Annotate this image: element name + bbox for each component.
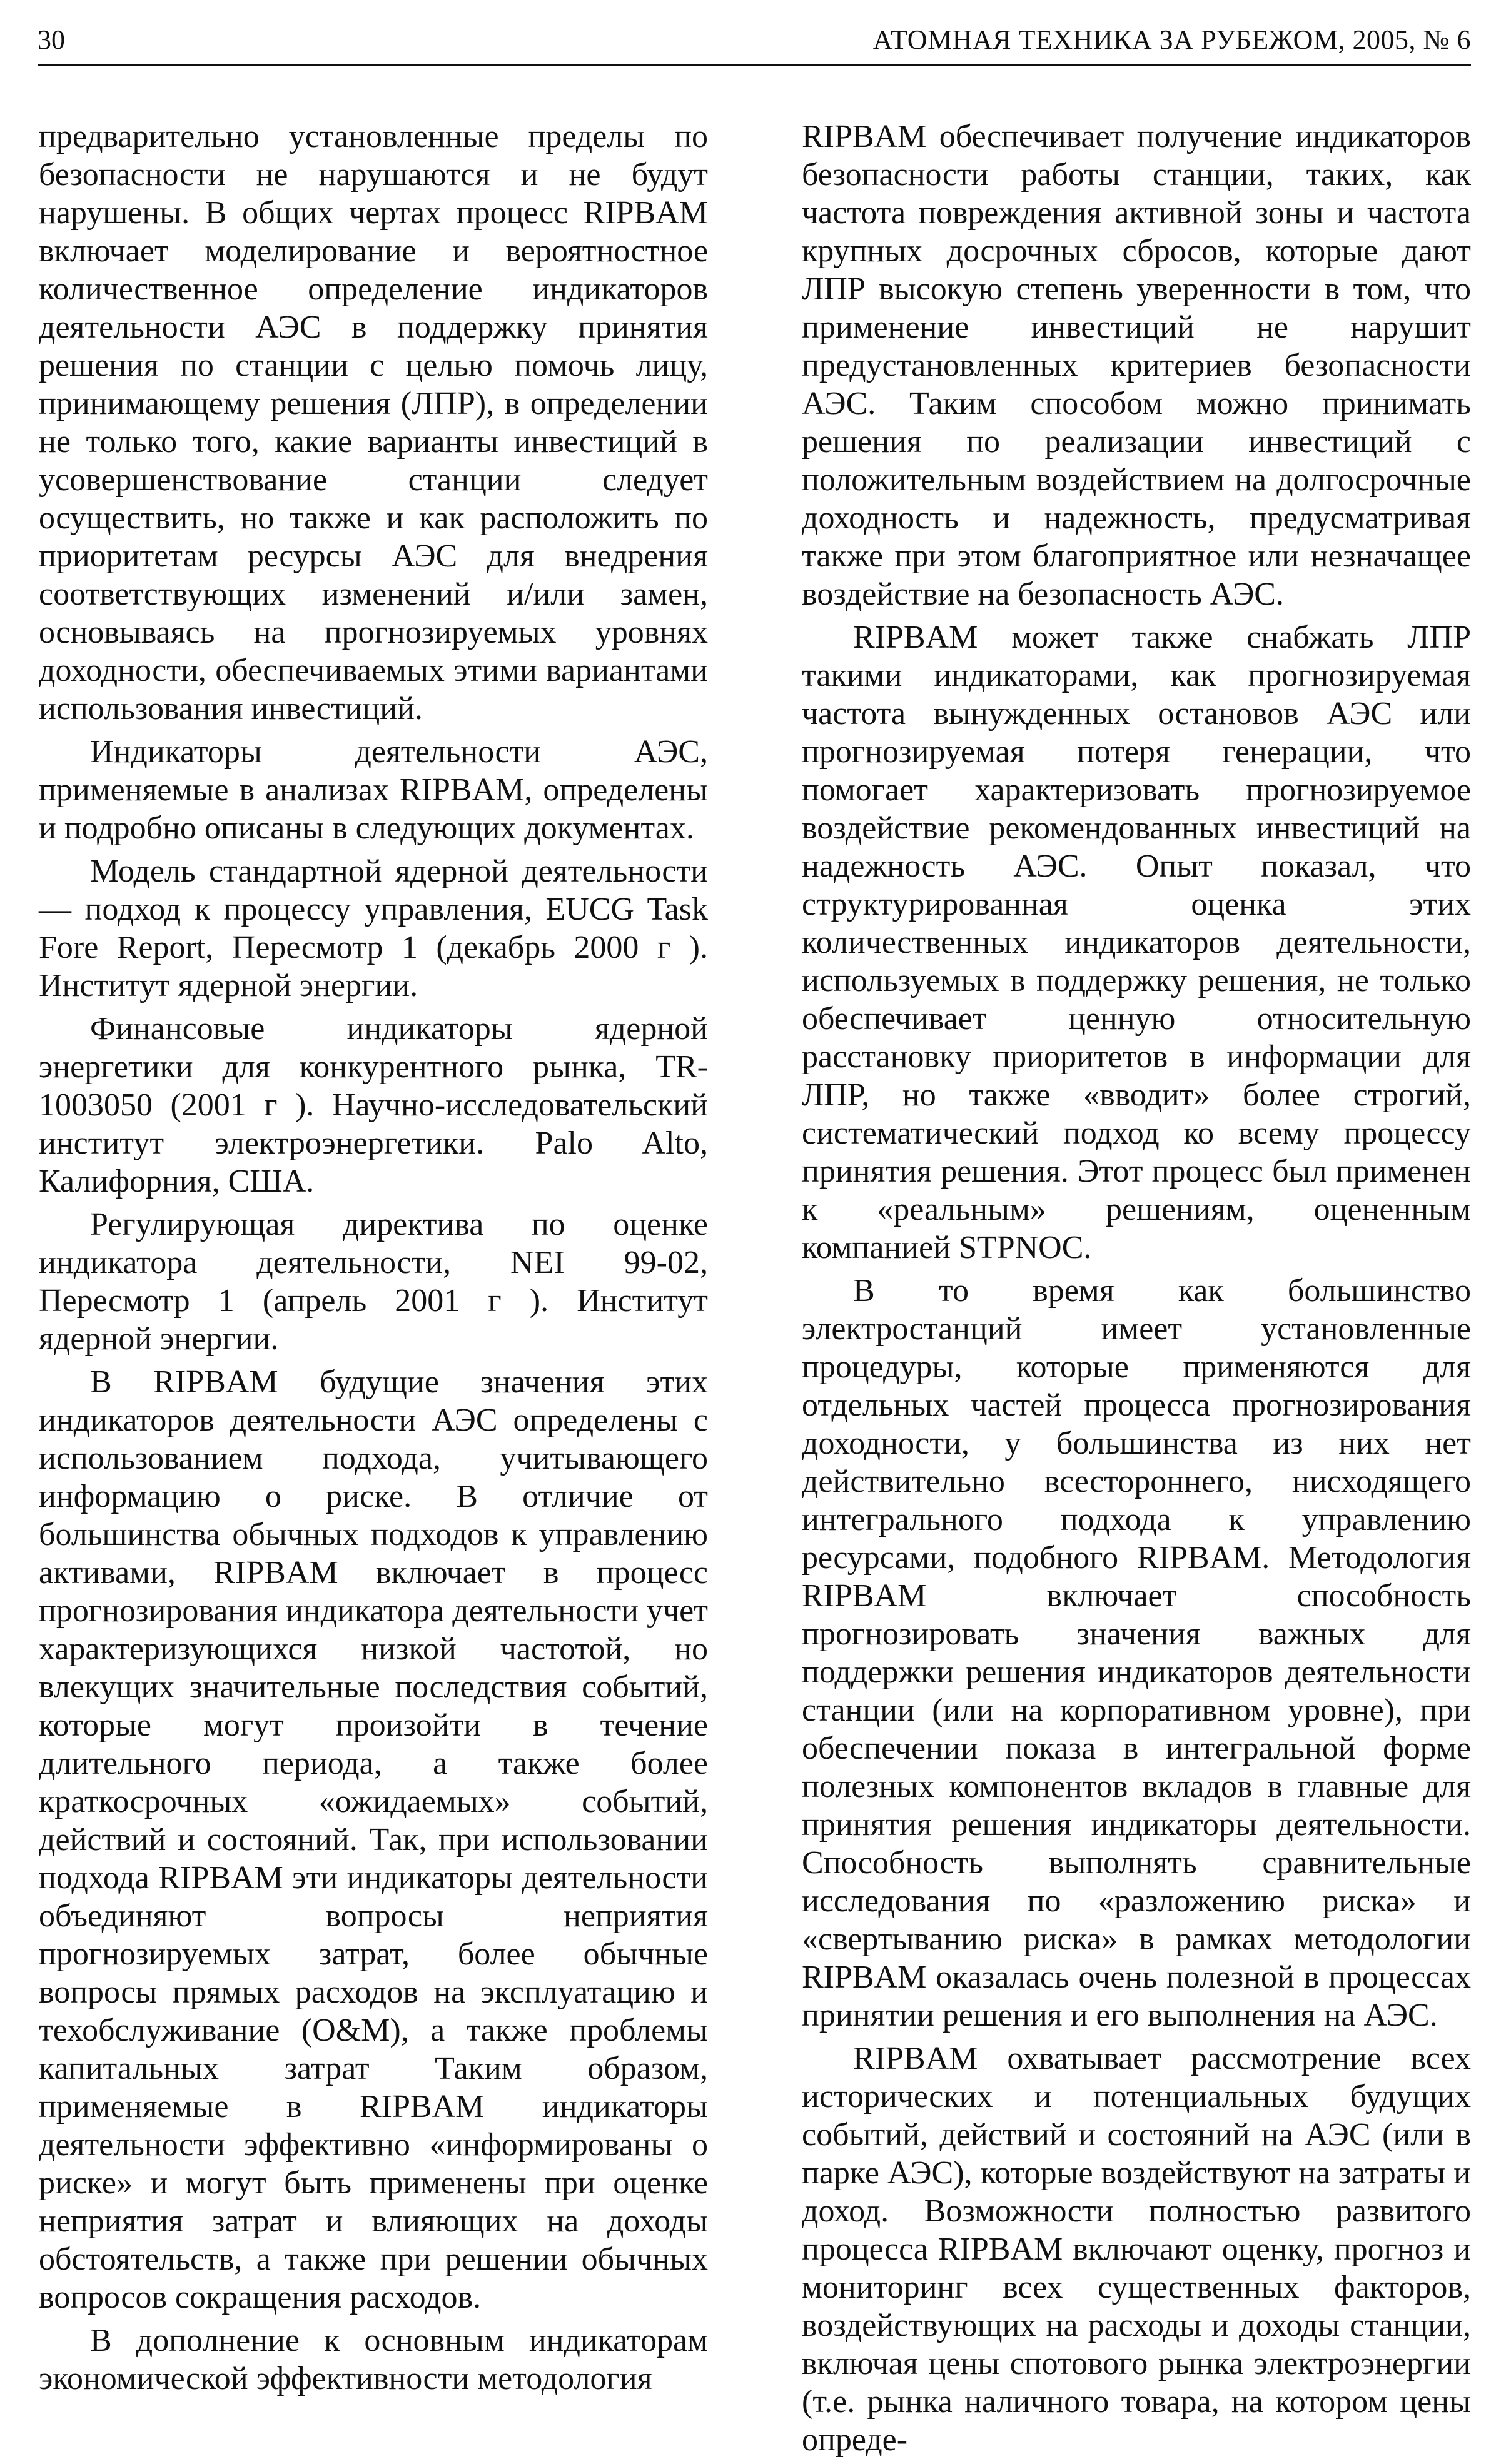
- reference-regulatory-directive: Регулирующая директива по оценке индикатора деятельности, NEI 99-02, Пересмотр 1 (апрель 2001 г ). Институт ядерной энергии.: [39, 1207, 708, 1357]
- left-paragraph-2: Индикаторы деятельности АЭС, применяемые в анализах RIPBAM, определены и подробно описаны в следующих документах.: [39, 734, 708, 846]
- right-column: [802, 118, 1471, 2464]
- left-paragraph-1: предварительно установленные пределы по безопасности не нарушаются и не будут нарушены. В общих чертах процесс RIPBAM включает моделирование и вероятностное количественное определение индикаторов деятельности АЭС в поддержку принятия решения по станции с целью помочь лицу, принимающему решения (ЛПР), в определении не только того, какие варианты инвестиций в усовершенствование станции следует осуществить, но также и как расположить по приоритетам ресурсы АЭС для внедрения соответствующих изменений и/или замен, основываясь на прогнозируемых уровнях доходности, обеспечиваемых этими вариантами использования инвестиций.: [39, 119, 708, 727]
- right-paragraph-2: RIPBAM может также снабжать ЛПР такими индикаторами, как прогнозируемая частота вынужденных остановов АЭС или прогнозируемая потеря генерации, что помогает характеризовать прогнозируемое воздействие рекомендованных инвестиций на надежность АЭС. Опыт показал, что структурированная оценка этих количественных индикаторов деятельности, используемых в поддержку решения, не только обеспечивает ценную относительную расстановку приоритетов в информации для ЛПР, но также «вводит» более строгий, систематический подход ко всему процессу принятия решения. Этот процесс был применен к «реальным» решениям, оцененным компанией STPNOC.: [802, 620, 1471, 1265]
- page-header: [38, 24, 1471, 66]
- running-title: АТОМНАЯ ТЕХНИКА ЗА РУБЕЖОМ, 2005, № 6: [872, 24, 1471, 55]
- left-paragraph-risk-informed: В RIPBAM будущие значения этих индикаторов деятельности АЭС определены с использованием подхода, учитывающего информацию о риске. В отличие от большинства обычных подходов к управлению активами, RIPBAM включает в процесс прогнозирования индикатора деятельности учет характеризующихся низкой частотой, но влекущих значительные последствия событий, которые могут произойти в течение длительного периода, а также более краткосрочных «ожидаемых» событий, действий и состояний. Так, при использовании подхода RIPBAM эти индикаторы деятельности объединяют вопросы неприятия прогнозируемых затрат, более обычные вопросы прямых расходов на эксплуатацию и техобслуживание (О&М), а также проблемы капитальных затрат Таким образом, применяемые в RIPBAM индикаторы деятельности эффективно «информированы о риске» и могут быть применены при оценке неприятия затрат и влияющих на доходы обстоятельств, а также при решении обычных вопросов сокращения расходов.: [39, 1364, 708, 2315]
- right-paragraph-1: RIPBAM обеспечивает получение индикаторов безопасности работы станции, таких, как частота повреждения активной зоны и частота крупных досрочных сбросов, которые дают ЛПР высокую степень уверенности в том, что применение инвестиций не нарушит предустановленных критериев безопасности АЭС. Таким способом можно принимать решения по реализации инвестиций с положительным воздействием на долгосрочные доходность и надежность, предусматривая также при этом благоприятное или незначащее воздействие на безопасность АЭС.: [802, 119, 1471, 612]
- reference-standard-nuclear-performance: Модель стандартной ядерной деятельности — подход к процессу управления, EUCG Task Fore Report, Пересмотр 1 (декабрь 2000 г ). Институт ядерной энергии.: [39, 853, 708, 1003]
- page-number: 30: [38, 24, 65, 55]
- right-paragraph-3: В то время как большинство электростанций имеет установленные процедуры, которые применяются для отдельных частей процесса прогнозирования доходности, у большинства из них нет действительно всестороннего, нисходящего интегрального подхода к управлению ресурсами, подобного RIPBAM. Методология RIPBAM включает способность прогнозировать значения важных для поддержки решения индикаторов деятельности станции (или на корпоративном уровне), при обеспечении показа в интегральной форме полезных компонентов вкладов в главные для принятия решения индикаторы деятельности. Способность выполнять сравнительные исследования по «разложению риска» и «свертыванию риска» в рамках методологии RIPBAM оказалась очень полезной в процессах принятии решения и его выполнения на АЭС.: [802, 1273, 1471, 2033]
- reference-financial-indicators: Финансовые индикаторы ядерной энергетики для конкурентного рынка, TR-1003050 (2001 г ). Научно-исследовательский институт электроэнергетики. Palo Alto, Калифорния, США.: [39, 1011, 708, 1199]
- left-paragraph-methodology: В дополнение к основным индикаторам экономической эффективности методология: [39, 2323, 708, 2396]
- left-column: [39, 118, 708, 2403]
- right-paragraph-4: RIPBAM охватывает рассмотрение всех исторических и потенциальных будущих событий, действий и состояний на АЭС (или в парке АЭС), которые воздействуют на затраты и доход. Возможности полностью развитого процесса RIPBAM включают оценку, прогноз и мониторинг всех существенных факторов, воздействующих на расходы и доходы станции, включая цены спотового рынка электроэнергии (т.е. рынка наличного товара, на котором цены опреде-: [802, 2041, 1471, 2458]
